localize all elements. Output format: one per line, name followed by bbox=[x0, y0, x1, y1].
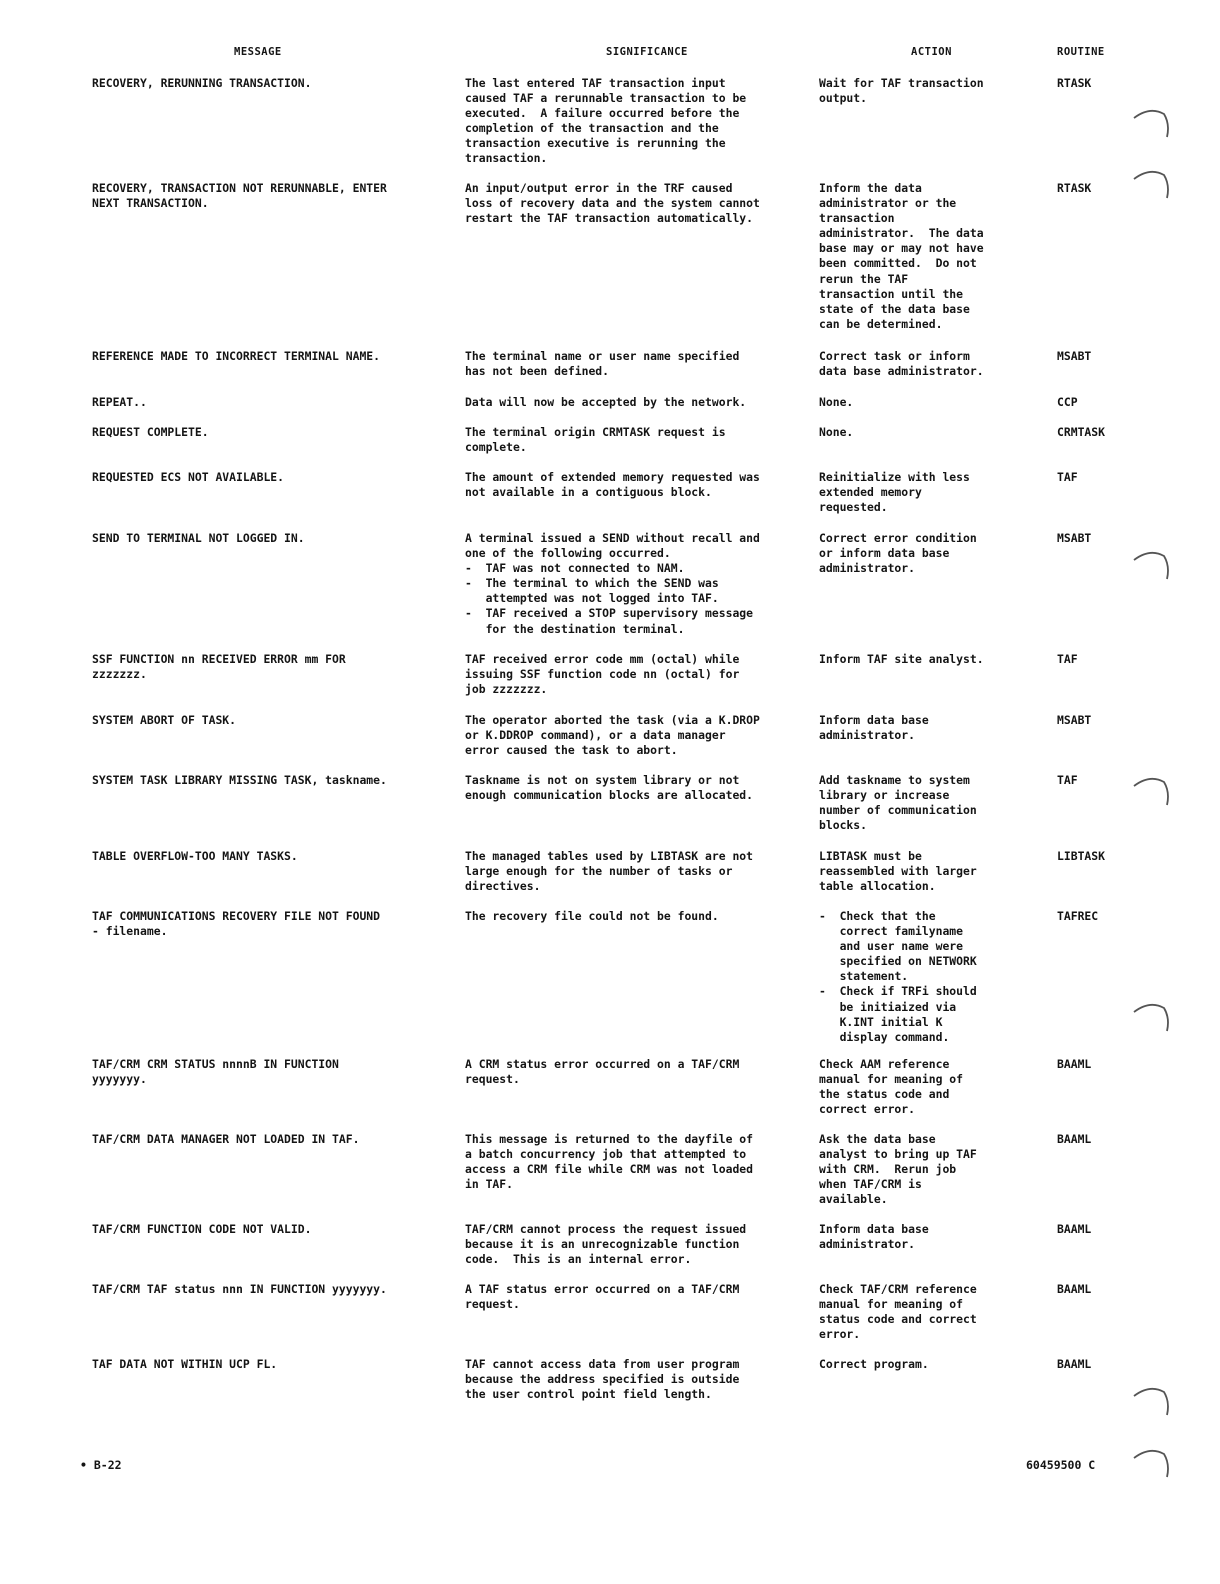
routine-text: TAFREC bbox=[1057, 909, 1099, 923]
column-header-message: MESSAGE bbox=[234, 46, 282, 58]
action-text: Ask the data base analyst to bring up TAF with CRM. Rerun job when TAF/CRM is available. bbox=[819, 1132, 977, 1207]
significance-text: A CRM status error occurred on a TAF/CRM request. bbox=[465, 1057, 740, 1087]
message-text: TAF/CRM CRM STATUS nnnnB IN FUNCTION yyyyyyy. bbox=[92, 1057, 339, 1087]
routine-text: BAAML bbox=[1057, 1222, 1092, 1236]
punch-hole-icon bbox=[1130, 1444, 1170, 1484]
action-text: Check TAF/CRM reference manual for meaning of status code and correct error. bbox=[819, 1282, 977, 1342]
significance-text: TAF received error code mm (octal) while issuing SSF function code nn (octal) for job zzzzzzz. bbox=[465, 652, 740, 697]
message-text: TAF COMMUNICATIONS RECOVERY FILE NOT FOUND - filename. bbox=[92, 909, 381, 939]
significance-text: A terminal issued a SEND without recall and one of the following occurred. - TAF was not connected to NAM. - The terminal to which the SEND was attempted was not logged into TAF. - TAF received a STOP supervisory message for the destination terminal. bbox=[465, 531, 760, 636]
routine-text: MSABT bbox=[1057, 349, 1092, 363]
significance-text: An input/output error in the TRF caused loss of recovery data and the system cannot restart the TAF transaction automatically. bbox=[465, 181, 760, 226]
column-header-significance: SIGNIFICANCE bbox=[606, 46, 688, 58]
significance-text: The last entered TAF transaction input caused TAF a rerunnable transaction to be executed. A failure occurred before the completion of the transaction and the transaction executive is rerunning the transaction. bbox=[465, 76, 747, 166]
significance-text: The terminal origin CRMTASK request is complete. bbox=[465, 425, 726, 455]
action-text: Inform the data administrator or the transaction administrator. The data base may or may not have been committed. Do not rerun the TAF transaction until the state of the data base can be determined. bbox=[819, 181, 984, 331]
significance-text: A TAF status error occurred on a TAF/CRM request. bbox=[465, 1282, 740, 1312]
message-text: TABLE OVERFLOW-TOO MANY TASKS. bbox=[92, 849, 298, 863]
punch-hole-icon bbox=[1130, 1382, 1170, 1422]
significance-text: This message is returned to the dayfile of a batch concurrency job that attempted to access a CRM file while CRM was not loaded in TAF. bbox=[465, 1132, 754, 1192]
significance-text: The terminal name or user name specified has not been defined. bbox=[465, 349, 740, 379]
routine-text: BAAML bbox=[1057, 1057, 1092, 1071]
significance-text: The recovery file could not be found. bbox=[465, 909, 719, 923]
message-text: RECOVERY, RERUNNING TRANSACTION. bbox=[92, 76, 312, 90]
message-text: TAF DATA NOT WITHIN UCP FL. bbox=[92, 1357, 278, 1371]
routine-text: MSABT bbox=[1057, 713, 1092, 727]
routine-text: RTASK bbox=[1057, 181, 1092, 195]
message-text: REPEAT.. bbox=[92, 395, 147, 409]
punch-hole-icon bbox=[1130, 104, 1170, 144]
message-text: TAF/CRM FUNCTION CODE NOT VALID. bbox=[92, 1222, 312, 1236]
action-text: Inform data base administrator. bbox=[819, 1222, 929, 1252]
action-text: Check AAM reference manual for meaning of the status code and correct error. bbox=[819, 1057, 964, 1117]
message-text: TAF/CRM DATA MANAGER NOT LOADED IN TAF. bbox=[92, 1132, 360, 1146]
routine-text: TAF bbox=[1057, 470, 1078, 484]
routine-text: TAF bbox=[1057, 652, 1078, 666]
action-text: Add taskname to system library or increase number of communication blocks. bbox=[819, 773, 977, 833]
punch-hole-icon bbox=[1130, 998, 1170, 1038]
message-text: REFERENCE MADE TO INCORRECT TERMINAL NAME. bbox=[92, 349, 381, 363]
action-text: Inform data base administrator. bbox=[819, 713, 929, 743]
action-text: Correct error condition or inform data base administrator. bbox=[819, 531, 977, 576]
action-text: LIBTASK must be reassembled with larger table allocation. bbox=[819, 849, 977, 894]
message-text: REQUESTED ECS NOT AVAILABLE. bbox=[92, 470, 285, 484]
punch-hole-icon bbox=[1130, 546, 1170, 586]
message-text: SEND TO TERMINAL NOT LOGGED IN. bbox=[92, 531, 305, 545]
routine-text: RTASK bbox=[1057, 76, 1092, 90]
action-text: Reinitialize with less extended memory requested. bbox=[819, 470, 970, 515]
document-number: 60459500 C bbox=[1026, 1458, 1096, 1472]
routine-text: MSABT bbox=[1057, 531, 1092, 545]
significance-text: TAF cannot access data from user program because the address specified is outside the user control point field length. bbox=[465, 1357, 740, 1402]
message-text: SYSTEM ABORT OF TASK. bbox=[92, 713, 237, 727]
action-text: None. bbox=[819, 425, 854, 439]
message-text: SSF FUNCTION nn RECEIVED ERROR mm FOR zzzzzzz. bbox=[92, 652, 346, 682]
routine-text: CCP bbox=[1057, 395, 1078, 409]
message-text: REQUEST COMPLETE. bbox=[92, 425, 209, 439]
action-text: None. bbox=[819, 395, 854, 409]
message-text: TAF/CRM TAF status nnn IN FUNCTION yyyyyyy. bbox=[92, 1282, 387, 1296]
page-number: • B-22 bbox=[80, 1458, 122, 1472]
routine-text: BAAML bbox=[1057, 1132, 1092, 1146]
column-header-action: ACTION bbox=[911, 46, 952, 58]
punch-hole-icon bbox=[1130, 165, 1170, 205]
action-text: Correct program. bbox=[819, 1357, 929, 1371]
routine-text: LIBTASK bbox=[1057, 849, 1106, 863]
action-text: Inform TAF site analyst. bbox=[819, 652, 984, 666]
action-text: Correct task or inform data base administrator. bbox=[819, 349, 984, 379]
significance-text: Data will now be accepted by the network. bbox=[465, 395, 747, 409]
routine-text: CRMTASK bbox=[1057, 425, 1106, 439]
message-text: RECOVERY, TRANSACTION NOT RERUNNABLE, ENTER NEXT TRANSACTION. bbox=[92, 181, 387, 211]
significance-text: The operator aborted the task (via a K.DROP or K.DDROP command), or a data manager error caused the task to abort. bbox=[465, 713, 760, 758]
punch-hole-icon bbox=[1130, 772, 1170, 812]
significance-text: The managed tables used by LIBTASK are not large enough for the number of tasks or directives. bbox=[465, 849, 754, 894]
action-text: Wait for TAF transaction output. bbox=[819, 76, 984, 106]
routine-text: BAAML bbox=[1057, 1282, 1092, 1296]
message-text: SYSTEM TASK LIBRARY MISSING TASK, taskname. bbox=[92, 773, 387, 787]
action-text: - Check that the correct familyname and user name were specified on NETWORK statement. - Check if TRFi should be initiaized via K.INT initial K display command. bbox=[819, 909, 977, 1044]
significance-text: Taskname is not on system library or not enough communication blocks are allocated. bbox=[465, 773, 754, 803]
routine-text: BAAML bbox=[1057, 1357, 1092, 1371]
significance-text: TAF/CRM cannot process the request issued because it is an unrecognizable function code. This is an internal error. bbox=[465, 1222, 747, 1267]
significance-text: The amount of extended memory requested was not available in a contiguous block. bbox=[465, 470, 760, 500]
column-header-routine: ROUTINE bbox=[1057, 46, 1105, 58]
routine-text: TAF bbox=[1057, 773, 1078, 787]
